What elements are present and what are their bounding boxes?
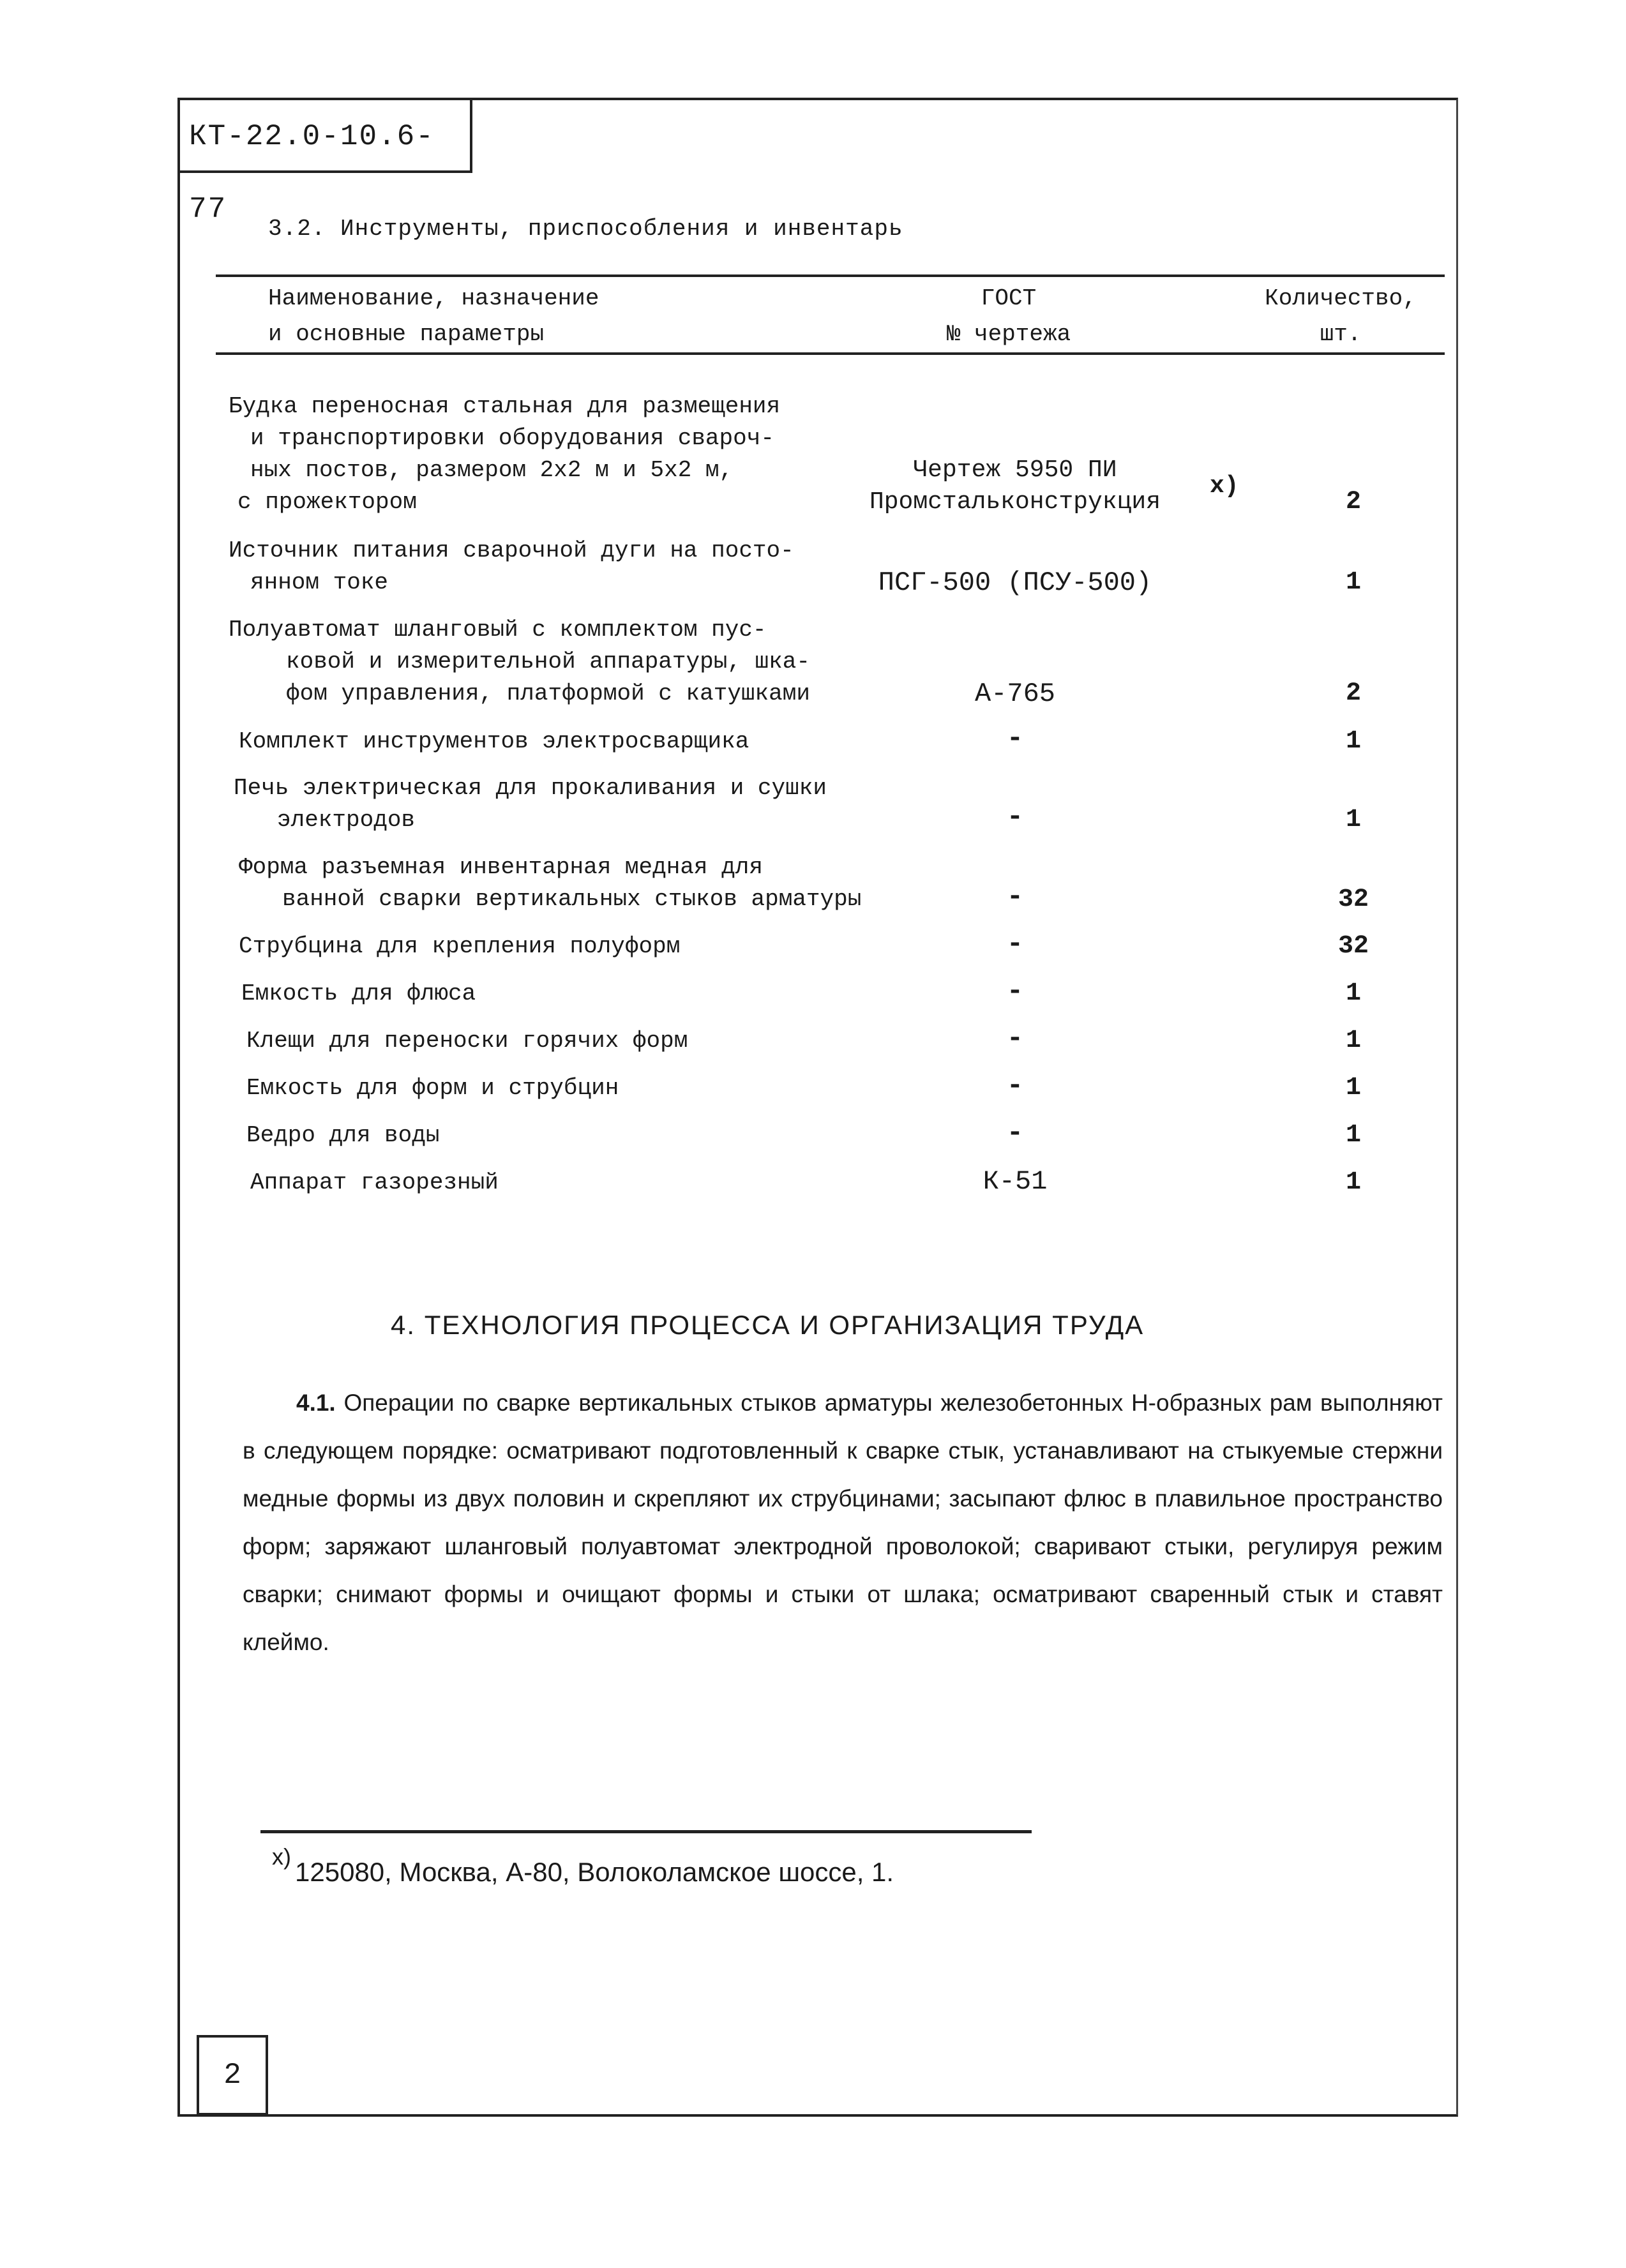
subsection-title: 3.2. Инструменты, приспособления и инвентарь [268, 216, 903, 242]
table-row-gost: - [1006, 1117, 1024, 1149]
table-row-gost: - [1006, 801, 1024, 833]
col-header-name-line1: Наименование, назначение [268, 285, 599, 312]
row-text: А-765 [974, 679, 1056, 709]
table-row-name: Клещи для переноски горячих форм [246, 1028, 688, 1054]
section-heading: 4. ТЕХНОЛОГИЯ ПРОЦЕССА И ОРГАНИЗАЦИЯ ТРУДА [391, 1310, 1145, 1340]
footnote-text: 125080, Москва, А-80, Волоколамское шоссе, 1. [295, 1857, 894, 1887]
table-row-qty: 2 [1345, 488, 1361, 516]
col-header-gost [894, 281, 1124, 352]
page-number: 2 [197, 2035, 268, 2115]
row-text: Печь электрическая для прокаливания и сушки [234, 775, 827, 801]
table-row-qty: 2 [1345, 679, 1361, 708]
table-row-qty: 1 [1345, 979, 1361, 1008]
row-text: ванной сварки вертикальных стыков арматуры [282, 886, 862, 912]
body-paragraph [243, 1379, 1443, 1666]
row-text: янном токе [250, 569, 389, 596]
row-text: электродов [277, 807, 416, 833]
table-row-gost [849, 454, 1181, 518]
footnote-rule [260, 1830, 1032, 1833]
table-top-rule [216, 274, 1445, 277]
document-code: КТ-22.0-10.6-77 [180, 100, 472, 173]
table-row-gost: - [1006, 881, 1024, 913]
row-text: ных постов, размером 2х2 м и 5х2 м, [250, 457, 734, 483]
col-header-gost-line1: ГОСТ [981, 285, 1037, 312]
col-header-qty-line2: шт. [1320, 321, 1362, 347]
table-row-name: Струбцина для крепления полуформ [239, 933, 681, 959]
row-text: Форма разъемная инвентарная медная для [239, 854, 763, 880]
table-row-gost: - [1006, 975, 1024, 1007]
row-text: фом управления, платформой с катушками [286, 680, 810, 707]
col-header-qty-line1: Количество, [1265, 285, 1417, 312]
table-row-name: Емкость для флюса [241, 980, 476, 1007]
table-row-gost: - [1006, 723, 1024, 755]
table-row-qty: 32 [1337, 932, 1369, 961]
col-header-qty [1245, 281, 1436, 352]
table-row-qty: 1 [1345, 568, 1361, 597]
row-text: с прожектором [237, 489, 417, 515]
row-text: Промстальконструкция [869, 488, 1161, 516]
paragraph-number: 4.1. [296, 1390, 336, 1416]
table-row-name: Емкость для форм и струбцин [246, 1075, 619, 1101]
table-row-name [229, 535, 794, 599]
table-row-gost: - [1006, 928, 1024, 960]
table-row-qty: 1 [1345, 1121, 1361, 1150]
footnote-mark-ref: х) [272, 1844, 291, 1870]
paragraph-text: Операции по сварке вертикальных стыков арматуры железобетонных Н-образных рам выполняют в следующем порядке: осматривают подготовленный к сварке стык, устанавливают на стыкуемые стержни медные формы из двух половин и скрепляют их струбцинами; засыпают флюс в плавильное пространство форм; заряжают шланговый полуавтомат электродной проволокой; сваривают стыки, регулируя режим сварки; снимают формы и очищают формы и стыки от шлака; осматривают сваренный стык и ставят клеймо. [243, 1390, 1443, 1655]
col-header-gost-line2: № чертежа [946, 321, 1071, 347]
table-row-qty: 1 [1345, 806, 1361, 834]
row-text: ПСГ-500 (ПСУ-500) [878, 567, 1152, 598]
table-row-gost: - [1006, 1023, 1024, 1055]
row-text: ковой и измерительной аппаратуры, шка- [286, 649, 810, 675]
row-text: Чертеж 5950 ПИ [913, 456, 1117, 484]
table-row-name [229, 614, 810, 710]
row-text: и транспортировки оборудования свароч- [250, 425, 774, 451]
table-row-qty: 32 [1337, 885, 1369, 914]
row-text: Источник питания сварочной дуги на посто- [229, 537, 794, 564]
row-text: Полуавтомат шланговый с комплектом пус- [229, 617, 767, 643]
table-row-name: Комплект инструментов электросварщика [239, 728, 749, 755]
col-header-name [268, 281, 599, 352]
table-row-gost: - [1006, 1070, 1024, 1102]
table-header-rule [216, 352, 1445, 355]
table-row-name: Ведро для воды [246, 1122, 440, 1148]
table-row-name [229, 391, 780, 518]
table-row-gost [849, 567, 1181, 599]
table-row-gost: К-51 [982, 1166, 1048, 1197]
table-row-qty: 1 [1345, 1168, 1361, 1197]
table-row-qty: 1 [1345, 1074, 1361, 1102]
table-row-name [239, 852, 861, 915]
table-row-name [234, 772, 827, 836]
table-row-qty: 1 [1345, 1026, 1361, 1055]
row-text: Будка переносная стальная для размещения [229, 393, 781, 419]
table-row-name: Аппарат газорезный [250, 1169, 499, 1196]
table-row-qty: 1 [1345, 727, 1361, 756]
table-row-gost [849, 678, 1181, 710]
footnote [272, 1844, 894, 1888]
col-header-name-line2: и основные параметры [268, 321, 545, 347]
footnote-mark: х) [1210, 472, 1239, 500]
